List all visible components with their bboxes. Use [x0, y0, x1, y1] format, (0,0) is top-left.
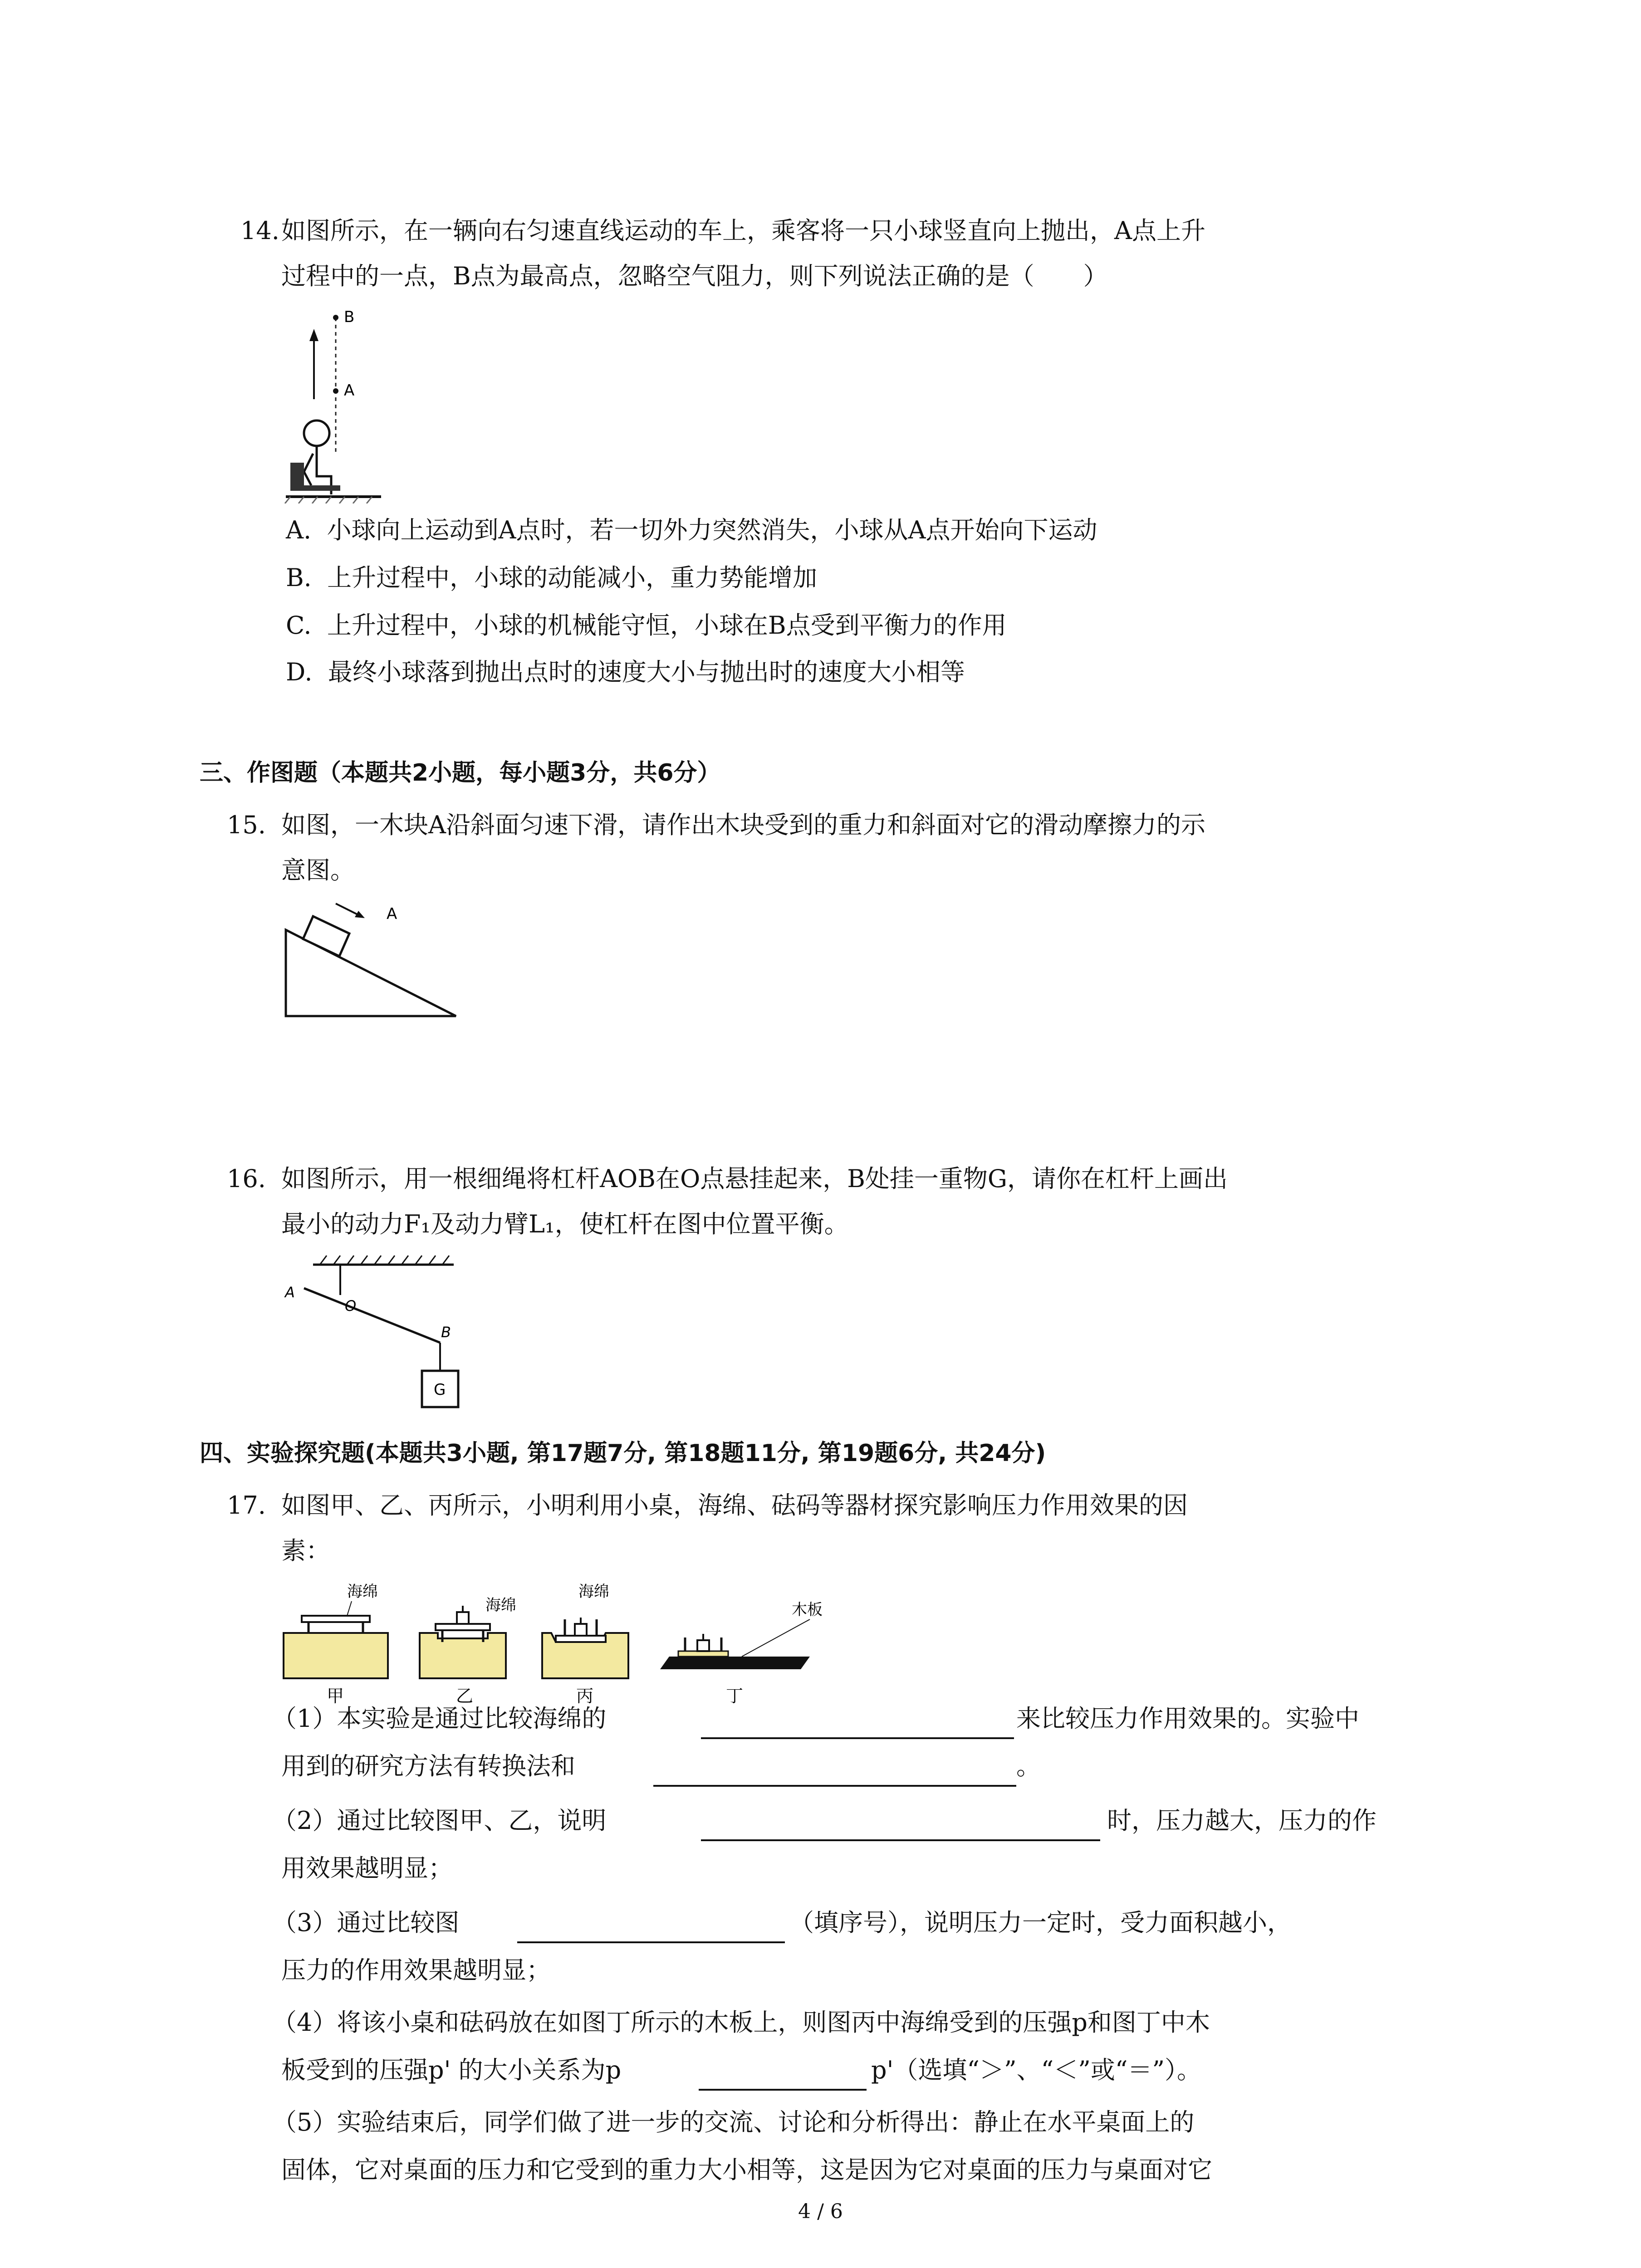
q15-text-line1: 如图，一木块A沿斜面匀速下滑，请作出木块受到的重力和斜面对它的滑动摩擦力的示 [281, 811, 1205, 839]
q17-number: 17. [227, 1491, 266, 1520]
q17-blank-1[interactable] [701, 1737, 1014, 1739]
q14-label-B: B [344, 308, 355, 326]
q17-p2-line2: 用效果越明显； [281, 1854, 453, 1882]
q17-fig-bing: 丙 [576, 1686, 594, 1706]
q17-fig-sponge-2: 海绵 [485, 1596, 516, 1614]
q17-fig-ding: 丁 [726, 1686, 744, 1706]
q17-p5-line1: （5）实验结束后，同学们做了进一步的交流、讨论和分析得出：静止在水平桌面上的 [272, 2108, 1195, 2136]
q14-number: 14. [240, 216, 279, 245]
q17-p2-mid: 时，压力越大，压力的作 [1107, 1806, 1376, 1835]
q17-fig-yi: 乙 [456, 1686, 474, 1706]
q15-number: 15. [227, 811, 266, 839]
q17-blank-5[interactable] [699, 2089, 867, 2091]
q14-text-line1: 如图所示，在一辆向右匀速直线运动的车上，乘客将一只小球竖直向上抛出，A点上升 [281, 216, 1205, 245]
q16-label-G: G [434, 1381, 446, 1399]
q14-option-a: A. 小球向上运动到A点时，若一切外力突然消失，小球从A点开始向下运动 [286, 516, 1097, 544]
q17-text-line1: 如图甲、乙、丙所示，小明利用小桌，海绵、砝码等器材探究影响压力作用效果的因 [281, 1491, 1188, 1520]
page-number: 4 / 6 [798, 2200, 843, 2223]
section4-title: 四、实验探究题(本题共3小题, 第17题7分, 第18题11分, 第19题6分, 共24分) [200, 1440, 1046, 1467]
q17-p3-mid: （填序号），说明压力一定时，受力面积越小， [789, 1908, 1292, 1937]
q17-blank-3[interactable] [701, 1839, 1100, 1841]
q17-blank-4[interactable] [517, 1941, 785, 1943]
q14-option-c: C. 上升过程中，小球的机械能守恒，小球在B点受到平衡力的作用 [286, 611, 1007, 640]
q17-fig-sponge-3: 海绵 [578, 1583, 609, 1601]
q17-p4-line2-start: 板受到的压强p' 的大小关系为p [281, 2056, 622, 2084]
q14-option-b: B. 上升过程中，小球的动能减小，重力势能增加 [286, 563, 818, 592]
q17-p2-start: （2）通过比较图甲、乙，说明 [272, 1806, 607, 1835]
q17-p1-end: 。 [1016, 1752, 1041, 1780]
q17-fig-board: 木板 [792, 1601, 823, 1619]
q16-lever-figure [277, 1252, 467, 1424]
q17-fig-jia: 甲 [327, 1686, 344, 1706]
section3-title: 三、作图题（本题共2小题，每小题3分，共6分） [200, 759, 721, 787]
q17-experiment-figure [279, 1579, 823, 1710]
q14-option-d: D. 最终小球落到抛出点时的速度大小与抛出时的速度大小相等 [286, 658, 965, 686]
q15-text-line2: 意图。 [281, 856, 355, 885]
q17-p5-line2: 固体，它对桌面的压力和它受到的重力大小相等，这是因为它对桌面的压力与桌面对它 [281, 2156, 1212, 2184]
q15-label-A: A [387, 905, 397, 923]
q16-number: 16. [227, 1164, 266, 1193]
q16-label-O: O [345, 1297, 357, 1315]
q16-label-B: B [441, 1324, 451, 1341]
q14-figure [281, 304, 390, 503]
q17-p3-line2: 压力的作用效果越明显； [281, 1956, 551, 1984]
q17-blank-2[interactable] [653, 1785, 1016, 1787]
q17-fig-sponge-1: 海绵 [347, 1583, 378, 1601]
q17-p3-start: （3）通过比较图 [272, 1908, 460, 1937]
q14-text-line2: 过程中的一点，B点为最高点，忽略空气阻力，则下列说法正确的是（ ） [281, 262, 1108, 290]
q15-incline-figure [281, 894, 472, 1025]
q17-p1-mid: 来比较压力作用效果的。实验中 [1016, 1704, 1359, 1733]
q16-label-A: A [285, 1284, 295, 1301]
q17-p1-start: （1）本实验是通过比较海绵的 [272, 1704, 607, 1733]
q16-text-line2: 最小的动力F₁及动力臂L₁，使杠杆在图中位置平衡。 [281, 1210, 849, 1238]
q17-p1-line2: 用到的研究方法有转换法和 [281, 1752, 575, 1780]
q17-text-line2: 素： [281, 1536, 330, 1565]
q17-p4-line2-end: p'（选填“＞”、“＜”或“＝”）。 [871, 2056, 1202, 2084]
q14-label-A: A [344, 381, 355, 400]
q17-p4-line1: （4）将该小桌和砝码放在如图丁所示的木板上，则图丙中海绵受到的压强p和图丁中木 [272, 2008, 1210, 2037]
q16-text-line1: 如图所示，用一根细绳将杠杆AOB在O点悬挂起来，B处挂一重物G，请你在杠杆上画出 [281, 1164, 1228, 1193]
